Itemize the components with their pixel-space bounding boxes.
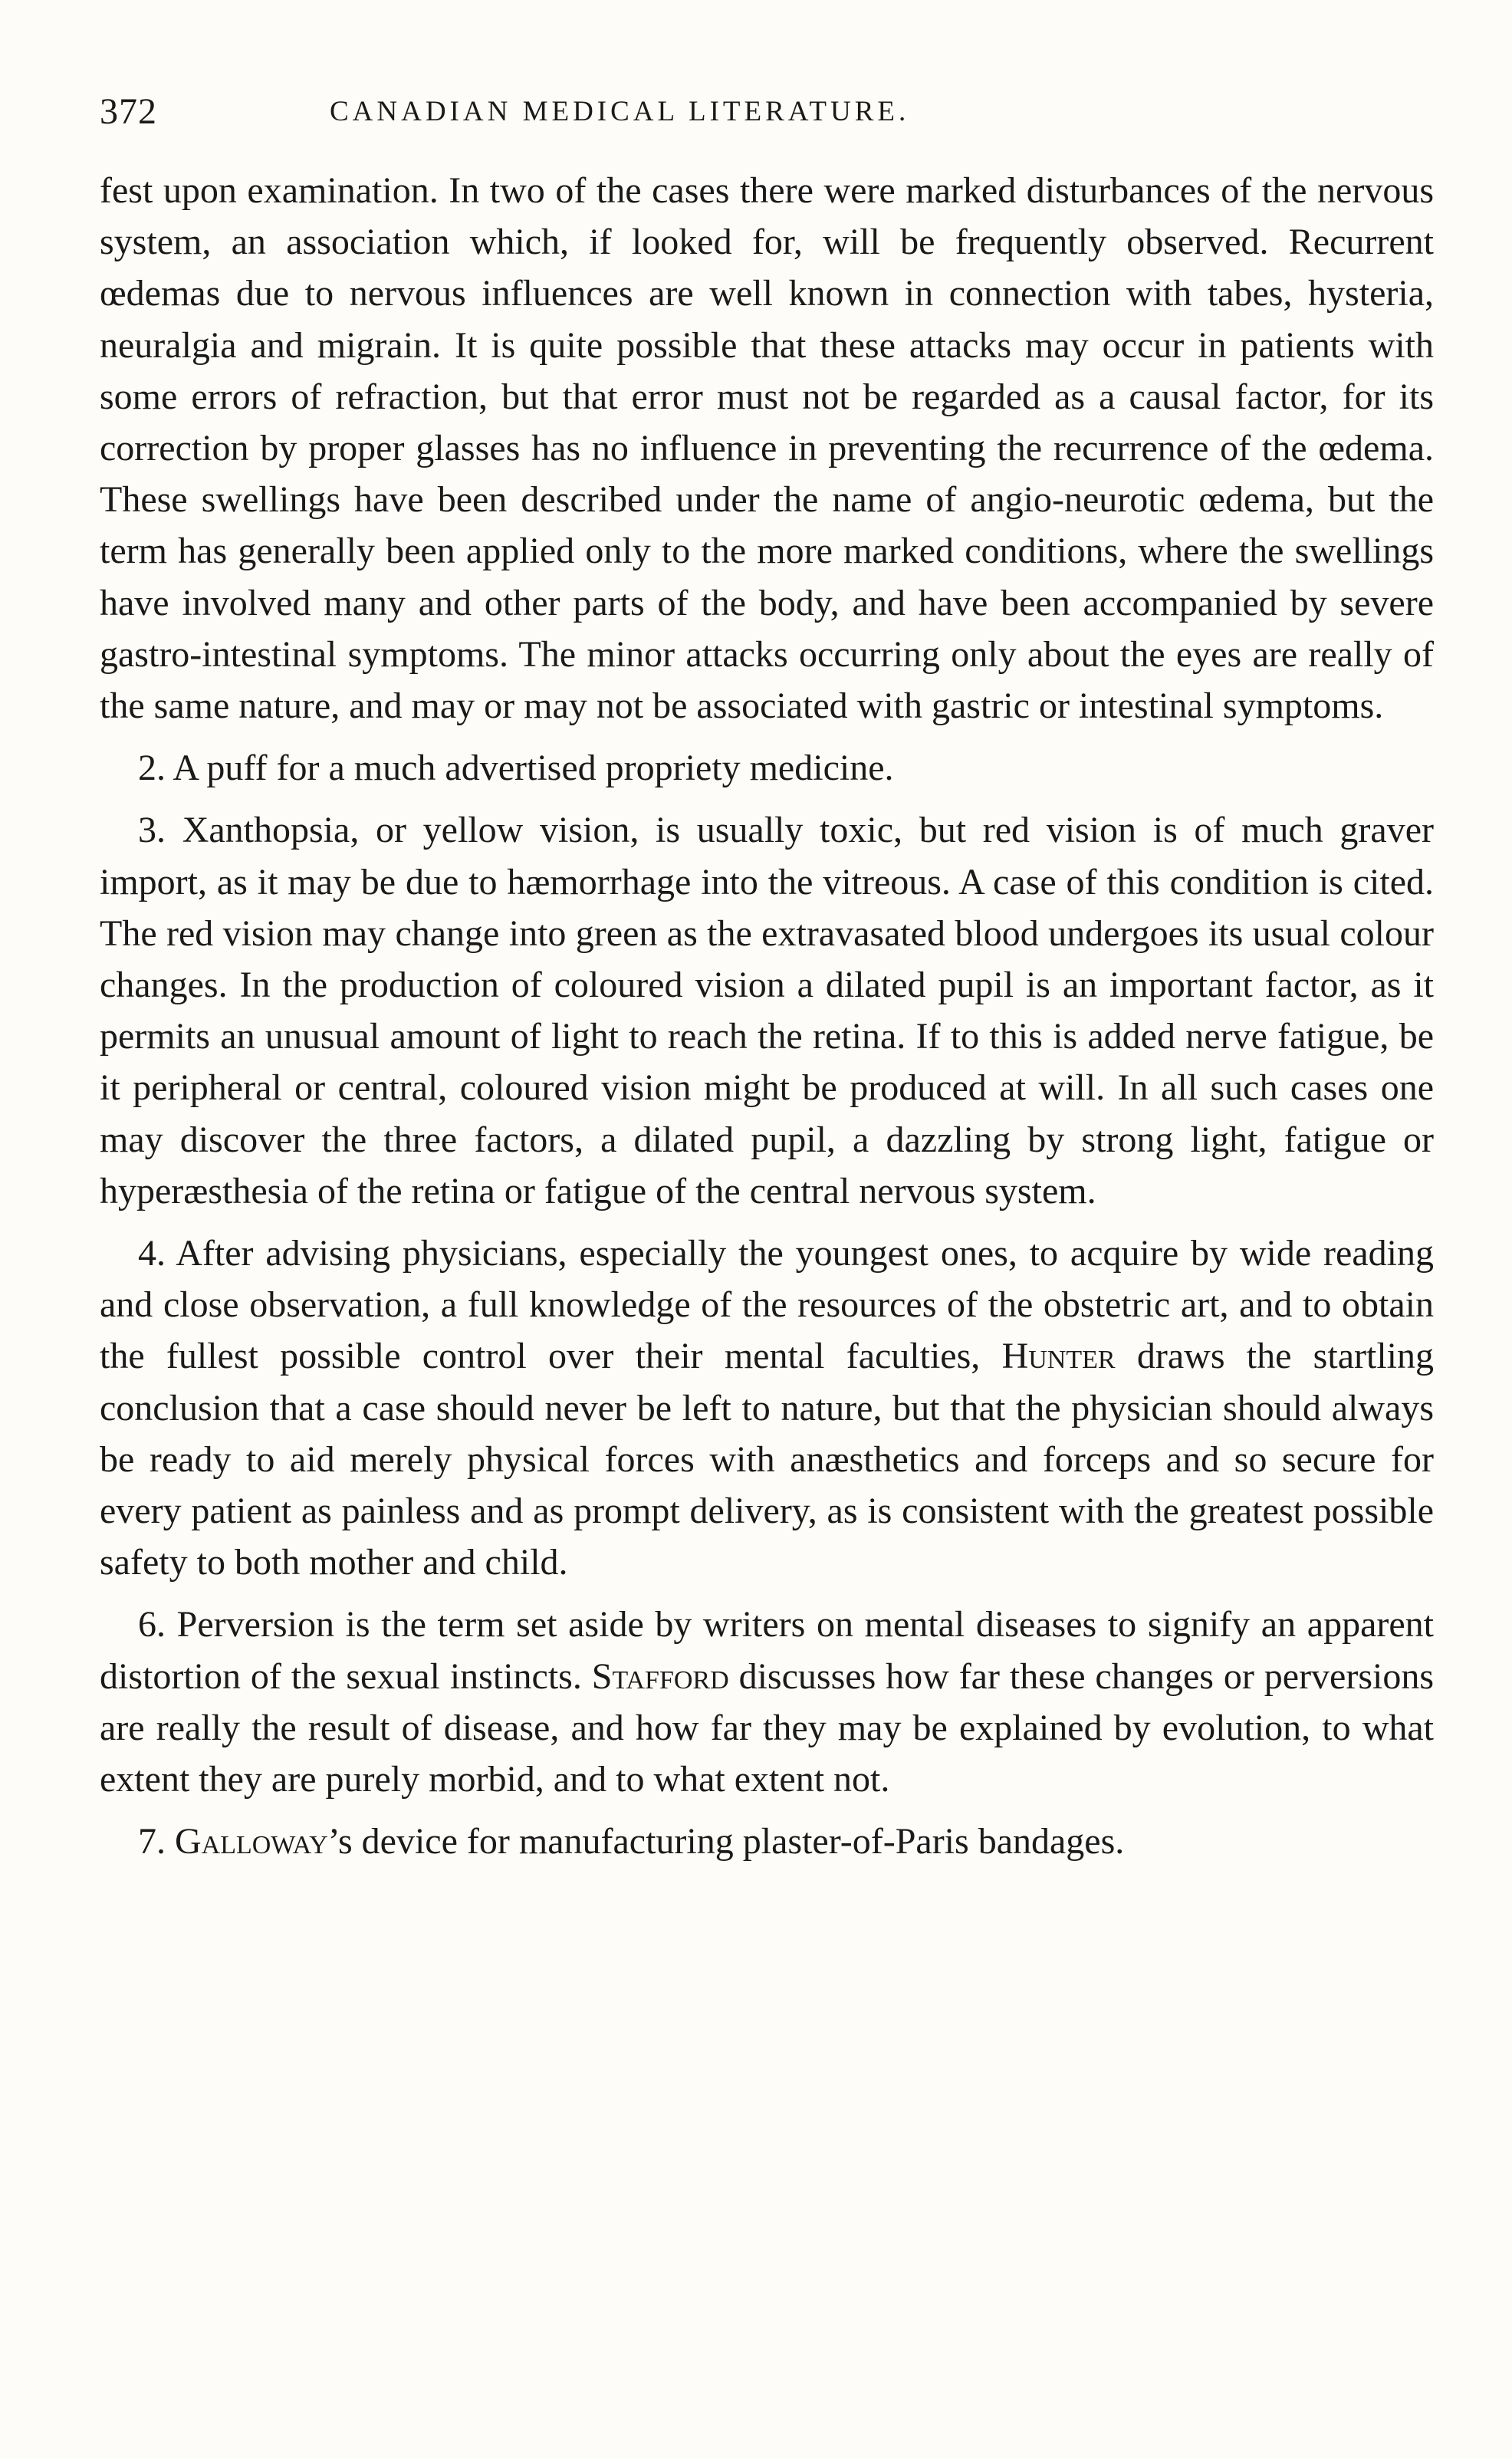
paragraph-item-7 <box>100 1816 1434 1867</box>
paragraph-text: ’s device for manufacturing plaster-of-Paris bandages. <box>327 1821 1125 1862</box>
author-name: Hunter <box>1001 1336 1116 1377</box>
paragraph-continued <box>100 165 1434 731</box>
item-number: 6. <box>138 1604 166 1645</box>
paragraph-text: fest upon examination. In two of the cases there were marked disturbances of the nervous system, an association which, if looked for, will be frequently observed. Recurrent œdemas due to nervous influences are well known in connection with tabes, hysteria, neuralgia and migrain. It is quite possible that these attacks may occur in patients with some errors of refraction, but that error must not be regarded as a causal factor, for its correction by proper glasses has no influence in preventing the recurrence of the œdema. These swellings have been described under the name of angio-neurotic œdema, but the term has generally been applied only to the more marked conditions, where the swellings have involved many and other parts of the body, and have been accompanied by severe gastro-intestinal symptoms. The minor attacks occurring only about the eyes are really of the same nature, and may or may not be associated with gastric or intestinal symptoms. <box>100 170 1434 727</box>
paragraph-text: After advising physicians, especially the youngest ones, to acquire by wide reading and close observation, a full knowledge of the resources of the obstetric art, and to obtain the fullest possible control over their mental faculties, <box>100 1233 1434 1377</box>
paragraph-text: draws the startling conclusion that a case should never be left to nature, but that the physician should always be ready to aid merely physical forces with anæsthetics and forceps and so secure for every patient as painless and as prompt delivery, as is consistent with the greatest possible safety to both mother and child. <box>100 1336 1434 1583</box>
item-number: 2. <box>138 748 166 789</box>
paragraph-text: discusses how far these changes or perversions are really the result of disease, and how far they may be explained by evolution, to what extent they are purely morbid, and to what extent not. <box>100 1655 1435 1800</box>
page-header <box>100 90 1434 144</box>
paragraph-item-3 <box>100 804 1434 1217</box>
running-title: CANADIAN MEDICAL LITERATURE. <box>330 96 910 127</box>
item-number: 7. <box>138 1821 166 1862</box>
paragraph-text: Perversion is the term set aside by writers on mental diseases to signify an apparent distortion of the sexual instincts. <box>100 1604 1434 1697</box>
paragraph-item-6 <box>100 1599 1434 1805</box>
body-text <box>100 165 1434 1879</box>
paragraph-text: Xanthopsia, or yellow vision, is usually toxic, but red vision is of much graver import, as it may be due to hæmorrhage into the vitreous. A case of this condition is cited. The red vision may change into green as the extravasated blood undergoes its usual colour changes. In the production of coloured vision a dilated pupil is an important factor, as it permits an unusual amount of light to reach the retina. If to this is added nerve fatigue, be it peripheral or central, coloured vision might be produced at will. In all such cases one may discover the three factors, a dilated pupil, a dazzling by strong light, fatigue or hyperæsthesia of the retina or fatigue of the central nervous system. <box>100 810 1434 1211</box>
item-number: 3. <box>138 810 166 851</box>
paragraph-text: A puff for a much advertised propriety medicine. <box>173 748 894 789</box>
item-number: 4. <box>138 1233 166 1274</box>
page-number: 372 <box>100 91 157 132</box>
paragraph-item-4 <box>100 1228 1434 1588</box>
author-name: Galloway <box>175 1821 328 1862</box>
author-name: Stafford <box>591 1655 729 1697</box>
paragraph-item-2 <box>100 742 1434 794</box>
